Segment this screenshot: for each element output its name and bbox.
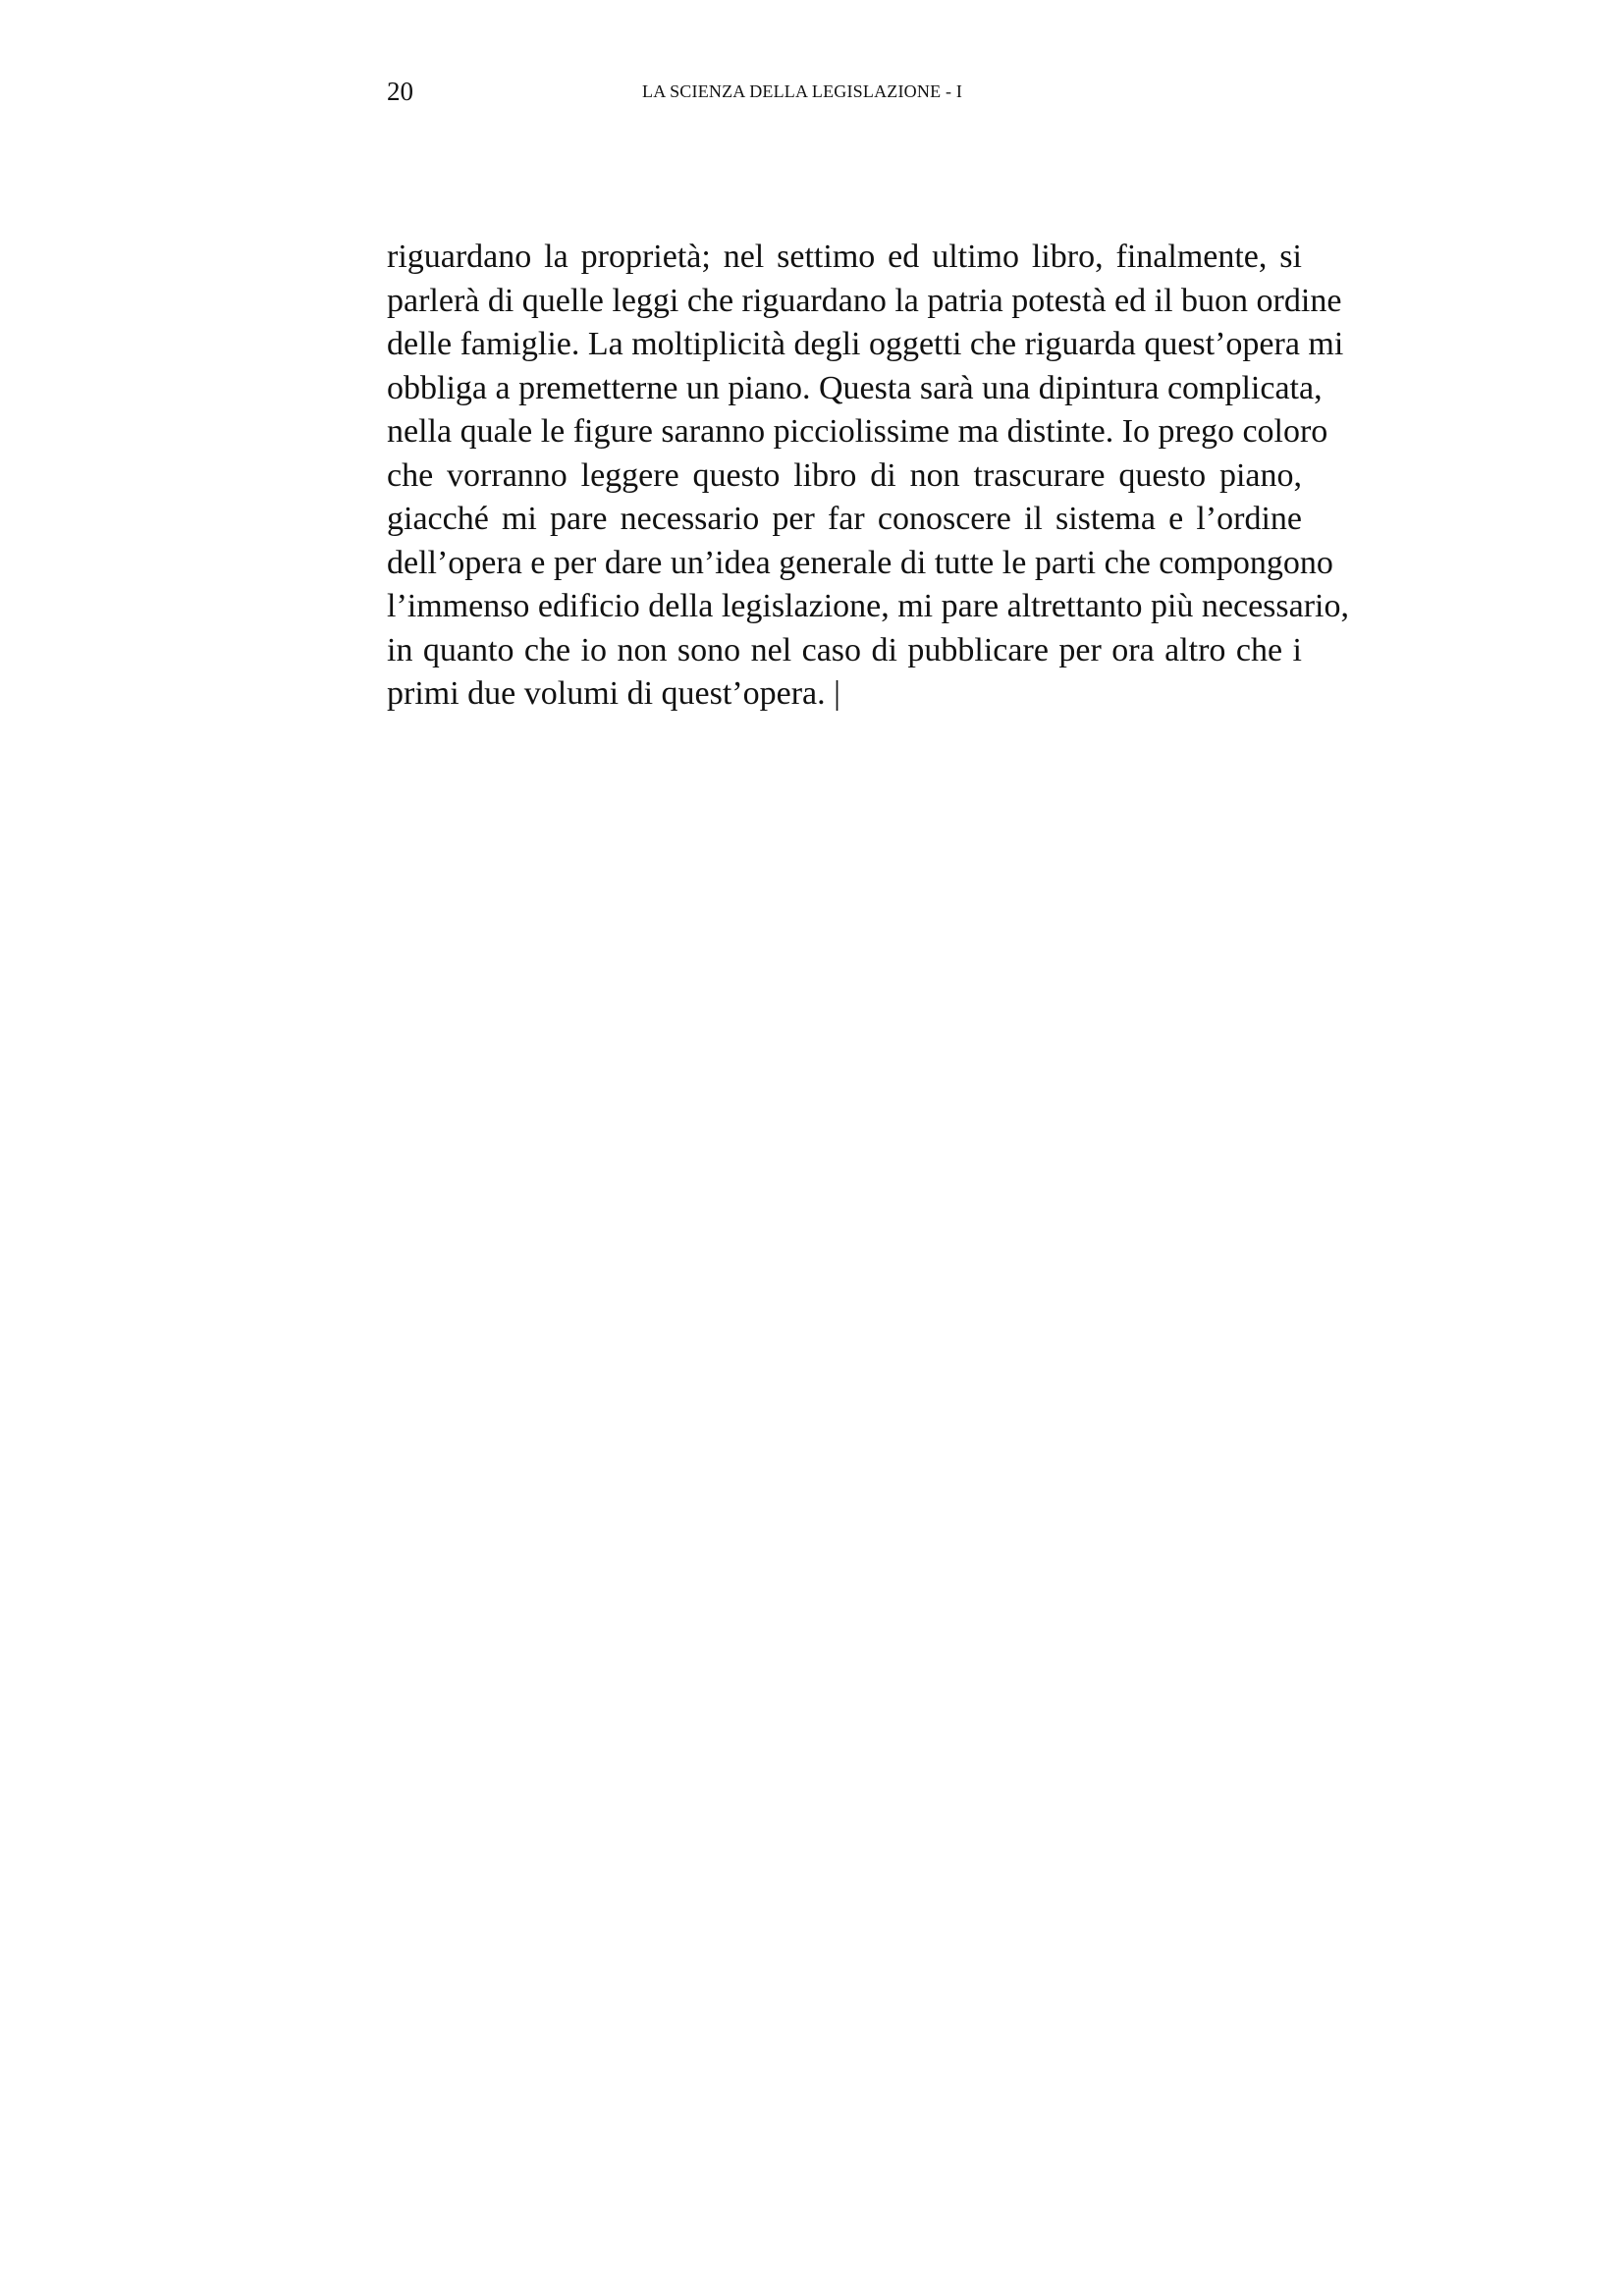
text-line: riguardano la proprietà; nel settimo ed ultimo libro, finalmente, si [387,239,1302,275]
text-line: nella quale le figure saranno picciolissime ma distinte. Io prego coloro [387,413,1328,450]
text-line: parlerà di quelle leggi che riguardano la patria potestà ed il buon ordine [387,282,1342,319]
text-line: giacché mi pare necessario per far conoscere il sistema e l’ordine [387,501,1302,537]
page-number: 20 [387,77,413,106]
text-line: l’immenso edificio della legislazione, mi pare altrettanto più necessario, [387,588,1349,624]
text-line: che vorranno leggere questo libro di non trascurare questo piano, [387,456,1302,494]
text-line: primi due volumi di quest’opera. | [387,675,840,712]
text-line: dell’opera e per dare un’idea generale di tutte le parti che compongono [387,544,1333,581]
text-line: obbliga a premetterne un piano. Questa sarà una dipintura complicata, [387,369,1323,406]
text-line: delle famiglie. La moltiplicità degli oggetti che riguarda quest’opera mi [387,326,1344,362]
body-paragraph [387,236,1349,717]
running-title: LA SCIENZA DELLA LEGISLAZIONE - I [642,81,963,101]
text-line: in quanto che io non sono nel caso di pubblicare per ora altro che i [387,631,1302,668]
